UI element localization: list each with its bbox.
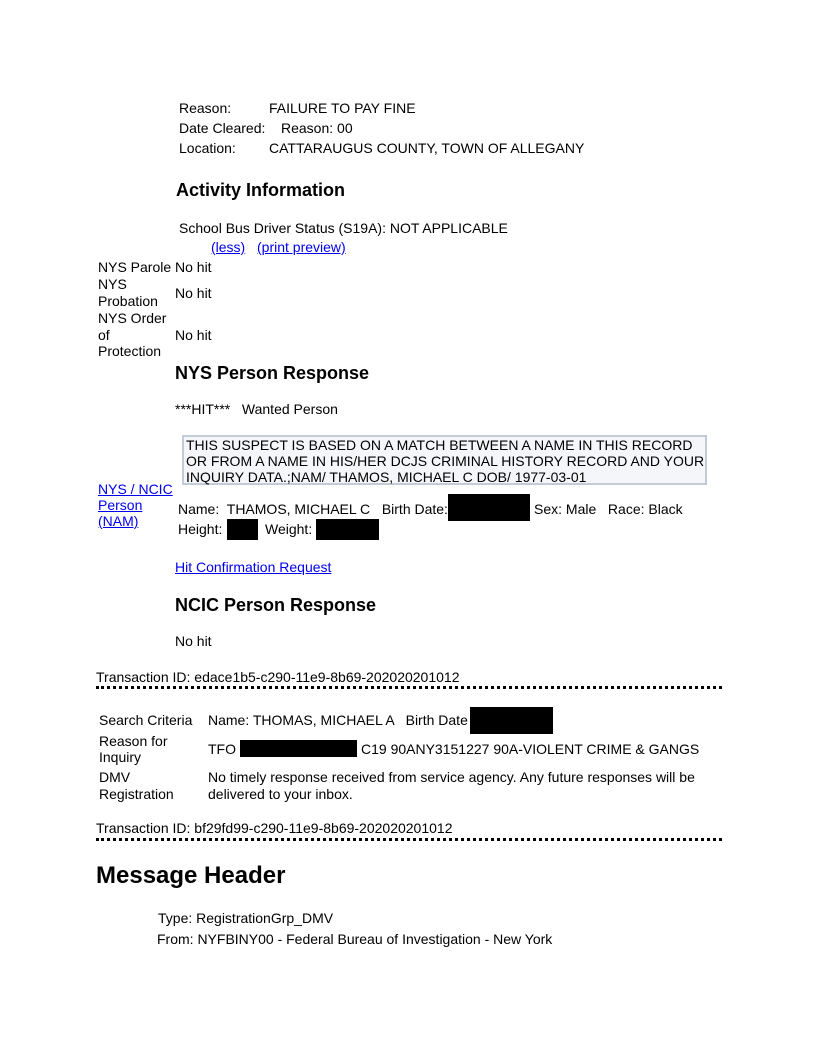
school-bus-status: School Bus Driver Status (S19A): NOT APPLICABLE — [179, 220, 508, 236]
dmv-registration-value-line1: No timely response received from service agency. Any future responses will be — [208, 769, 695, 785]
parole-value: No hit — [175, 259, 212, 275]
order-label-line2: of — [98, 327, 110, 343]
reason-label: Reason: — [179, 100, 232, 116]
match-notice: THIS SUSPECT IS BASED ON A MATCH BETWEEN A NAME IN THIS RECORD OR FROM A NAME IN HIS/HER DCJS CRIMINAL HISTORY RECORD AND YOUR INQUIRY DATA.;NAM/ THAMOS, MICHAEL C DOB/ 1977-03-01 — [182, 435, 707, 485]
transaction-id-2: Transaction ID: bf29fd99-c290-11e9-8b69-202020201012 — [96, 820, 453, 836]
date-cleared-label: Date Cleared: — [179, 120, 266, 136]
reason-value: FAILURE TO PAY FINE — [269, 100, 416, 116]
hit-status: ***HIT*** Wanted Person — [175, 401, 338, 417]
divider-1 — [96, 686, 722, 689]
redacted-inquiry-id — [240, 740, 357, 757]
less-link[interactable]: (less) — [211, 239, 246, 255]
print-preview-link[interactable]: (print preview) — [257, 239, 346, 255]
person-sex-race: Sex: Male Race: Black — [534, 501, 683, 517]
redacted-search-birth-date — [470, 707, 553, 734]
search-criteria-value: Name: THOMAS, MICHAEL A Birth Date — [208, 712, 468, 728]
reason-inquiry-value: C19 90ANY3151227 90A-VIOLENT CRIME & GANGS — [361, 741, 700, 757]
activity-heading: Activity Information — [176, 180, 346, 200]
message-header-heading: Message Header — [96, 862, 286, 889]
reason-inquiry-label-line1: Reason for — [99, 733, 168, 749]
nys-person-heading: NYS Person Response — [175, 363, 370, 383]
order-label-line1: NYS Order — [98, 310, 167, 326]
ncic-person-heading: NCIC Person Response — [175, 595, 377, 615]
reason-inquiry-prefix: TFO — [208, 741, 236, 757]
date-cleared-value: Reason: 00 — [281, 120, 353, 136]
probation-label-line1: NYS — [98, 276, 127, 292]
location-label: Location: — [179, 140, 236, 156]
order-value: No hit — [175, 327, 212, 343]
hit-confirmation-link[interactable]: Hit Confirmation Request — [175, 559, 332, 575]
ncic-person-result: No hit — [175, 633, 212, 649]
message-from: From: NYFBINY00 - Federal Bureau of Investigation - New York — [157, 931, 553, 947]
dmv-registration-value-line2: delivered to your inbox. — [208, 786, 353, 802]
dmv-registration-label-line1: DMV — [99, 769, 131, 785]
transaction-id-1: Transaction ID: edace1b5-c290-11e9-8b69-202020201012 — [96, 669, 460, 685]
message-type: Type: RegistrationGrp_DMV — [158, 910, 334, 926]
probation-label-line2: Probation — [98, 293, 158, 309]
dmv-registration-label-line2: Registration — [99, 786, 174, 802]
person-name: Name: THAMOS, MICHAEL C Birth Date: — [178, 501, 448, 517]
parole-label: NYS Parole — [98, 259, 172, 275]
nys-ncic-person-link-line3[interactable]: (NAM) — [98, 513, 139, 529]
search-criteria-label: Search Criteria — [99, 712, 193, 728]
redacted-height — [227, 519, 258, 540]
redacted-weight — [316, 519, 379, 540]
nys-ncic-person-link-line2[interactable]: Person — [98, 497, 143, 513]
reason-inquiry-label-line2: Inquiry — [99, 749, 142, 765]
nys-ncic-person-link-line1[interactable]: NYS / NCIC — [98, 481, 173, 497]
order-label-line3: Protection — [98, 343, 162, 359]
probation-value: No hit — [175, 285, 212, 301]
redacted-birth-date — [448, 494, 530, 521]
height-label: Height: — [178, 521, 223, 537]
location-value: CATTARAUGUS COUNTY, TOWN OF ALLEGANY — [269, 140, 585, 156]
divider-2 — [96, 838, 722, 841]
weight-label: Weight: — [265, 521, 313, 537]
